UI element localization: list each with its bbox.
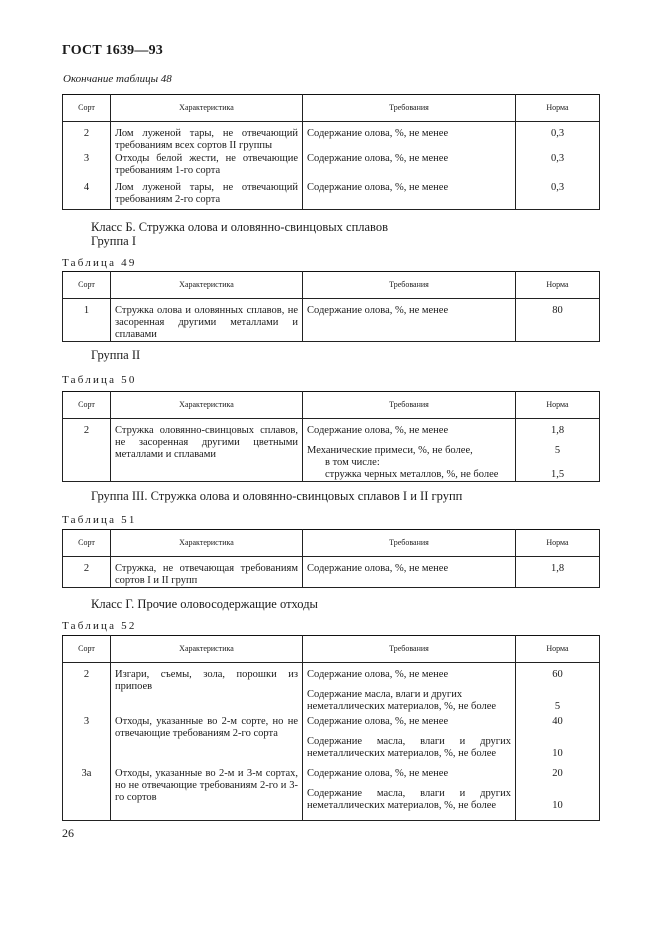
norm-oil: 10 (552, 799, 563, 811)
cell-characteristic: Стружка олова и оловянных сплавов, не засоренная другими металлами и сплавами (111, 299, 303, 342)
cell-characteristic: Изгари, съемы, зола, порошки из припоев (111, 663, 303, 715)
table-row (63, 715, 600, 767)
col-header-sort: Сорт (63, 272, 111, 299)
norm-tin: 60 (552, 669, 563, 680)
col-header-sort: Сорт (63, 636, 111, 663)
cell-norm (516, 419, 600, 482)
table-row (63, 663, 600, 715)
col-header-requirements: Требования (303, 392, 516, 419)
cell-norm: 80 (516, 299, 600, 342)
requirement-tin: Содержание олова, %, не менее (307, 767, 449, 779)
col-header-characteristic: Характеристика (111, 392, 303, 419)
cell-requirement (303, 419, 516, 482)
col-header-requirements: Требования (303, 272, 516, 299)
table-52 (62, 635, 600, 821)
requirement-tin: Содержание олова, %, не менее (307, 669, 449, 680)
table-52-label: Таблица 52 (62, 620, 137, 632)
col-header-requirements: Требования (303, 95, 516, 122)
col-header-norm: Норма (516, 272, 600, 299)
cell-requirement (303, 767, 516, 821)
cell-characteristic: Стружка оловянно-свинцовых сплавов, не засоренная другими цветными металлами и сплавами (111, 419, 303, 482)
cell-sort: 2 (63, 122, 111, 153)
col-header-sort: Сорт (63, 95, 111, 122)
col-header-norm: Норма (516, 392, 600, 419)
cell-characteristic: Отходы белой жести, не отвечающие требованиям 1-го сорта (111, 152, 303, 181)
table-continuation-caption: Окончание таблицы 48 (63, 73, 172, 85)
table-row (63, 152, 600, 181)
cell-norm: 0,3 (516, 181, 600, 209)
table-row (63, 122, 600, 153)
requirement-oil: Содержание масла, влаги и других неметаллических материалов, %, не более (307, 735, 511, 759)
cell-sort: 3 (63, 152, 111, 181)
table-row (63, 299, 600, 342)
col-header-sort: Сорт (63, 530, 111, 557)
page-number: 26 (62, 826, 74, 840)
requirement-ferrous: стружка черных металлов, %, не более (325, 469, 499, 480)
norm-tin: 20 (552, 767, 563, 779)
cell-requirement: Содержание олова, %, не менее (303, 557, 516, 588)
cell-requirement: Содержание олова, %, не менее (303, 122, 516, 153)
group-3-heading: Группа III. Стружка олова и оловянно-свинцовых сплавов I и II групп (91, 489, 463, 503)
cell-characteristic: Отходы, указанные во 2-м сорте, но не отвечающие требованиям 2-го сорта (111, 715, 303, 767)
table-51-label: Таблица 51 (62, 514, 137, 526)
table-row (63, 767, 600, 821)
cell-characteristic: Лом луженой тары, не отвечающий требованиям 2-го сорта (111, 181, 303, 209)
cell-characteristic: Отходы, указанные во 2-м и 3-м сортах, но не отвечающие требованиям 2-го и 3-го сортов (111, 767, 303, 821)
cell-characteristic: Лом луженой тары, не отвечающий требованиям всех сортов II группы (111, 122, 303, 153)
cell-requirement (303, 663, 516, 715)
norm-oil: 5 (554, 701, 561, 712)
table-50 (62, 391, 600, 482)
requirement-oil: Содержание масла, влаги и других неметаллических материалов, %, не более (307, 787, 511, 811)
cell-norm: 0,3 (516, 122, 600, 153)
cell-requirement: Содержание олова, %, не менее (303, 181, 516, 209)
table-49-label: Таблица 49 (62, 257, 137, 269)
norm-ferrous: 1,5 (550, 469, 565, 480)
group-1-heading: Группа I (91, 234, 136, 248)
cell-norm: 0,3 (516, 152, 600, 181)
cell-norm (516, 715, 600, 767)
class-b-heading: Класс Б. Стружка олова и оловянно-свинцовых сплавов (91, 220, 389, 234)
col-header-norm: Норма (516, 530, 600, 557)
cell-requirement: Содержание олова, %, не менее (303, 152, 516, 181)
cell-norm: 1,8 (516, 557, 600, 588)
table-row (63, 419, 600, 482)
cell-sort: 2 (63, 663, 111, 715)
table-row (63, 557, 600, 588)
col-header-norm: Норма (516, 636, 600, 663)
norm-impurities: 5 (554, 445, 561, 456)
requirement-impurities: Механические примеси, %, не более, (307, 445, 473, 456)
table-50-label: Таблица 50 (62, 374, 137, 386)
cell-norm (516, 767, 600, 821)
cell-sort: 3а (63, 767, 111, 821)
cell-requirement (303, 715, 516, 767)
col-header-characteristic: Характеристика (111, 636, 303, 663)
class-g-heading: Класс Г. Прочие оловосодержащие отходы (91, 597, 318, 611)
col-header-sort: Сорт (63, 392, 111, 419)
cell-sort: 2 (63, 557, 111, 588)
cell-sort: 3 (63, 715, 111, 767)
cell-requirement: Содержание олова, %, не менее (303, 299, 516, 342)
norm-tin: 1,8 (550, 425, 565, 436)
col-header-characteristic: Характеристика (111, 530, 303, 557)
requirement-oil: Содержание масла, влаги и других неметаллических материалов, %, не более (307, 689, 497, 712)
table-48 (62, 94, 600, 210)
table-49 (62, 271, 600, 342)
table-51 (62, 529, 600, 588)
requirement-including: в том числе: (325, 457, 380, 468)
norm-tin: 40 (552, 715, 563, 727)
norm-oil: 10 (552, 747, 563, 759)
cell-sort: 1 (63, 299, 111, 342)
group-2-heading: Группа II (91, 348, 141, 362)
cell-sort: 2 (63, 419, 111, 482)
requirement-tin: Содержание олова, %, не менее (307, 425, 449, 436)
cell-sort: 4 (63, 181, 111, 209)
document-code: ГОСТ 1639—93 (62, 43, 163, 58)
col-header-requirements: Требования (303, 530, 516, 557)
col-header-characteristic: Характеристика (111, 272, 303, 299)
cell-norm (516, 663, 600, 715)
col-header-characteristic: Характеристика (111, 95, 303, 122)
requirement-tin: Содержание олова, %, не менее (307, 715, 449, 727)
cell-characteristic: Стружка, не отвечающая требованиям сортов I и II групп (111, 557, 303, 588)
col-header-norm: Норма (516, 95, 600, 122)
table-row (63, 181, 600, 209)
col-header-requirements: Требования (303, 636, 516, 663)
